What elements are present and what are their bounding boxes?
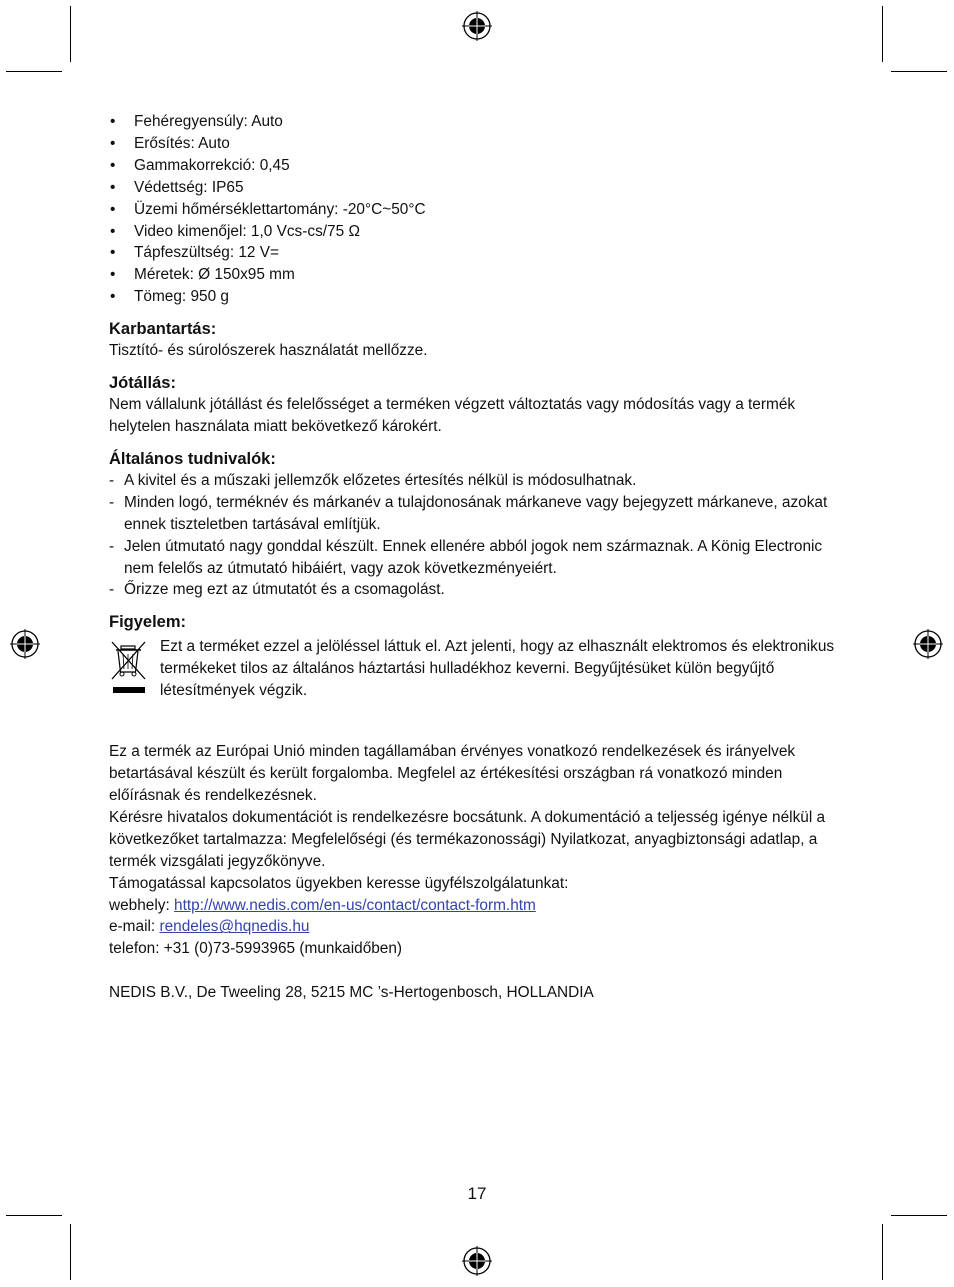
spec-item: • Video kimenőjel: 1,0 Vcs-cs/75 Ω: [109, 221, 854, 243]
crop-mark-top-right-horizontal: [891, 71, 947, 72]
phone-line: telefon: +31 (0)73-5993965 (munkaidőben): [109, 940, 403, 958]
crop-mark-top-left-horizontal: [6, 71, 62, 72]
maintenance-heading: Karbantartás:: [109, 320, 217, 339]
spec-item: • Erősítés: Auto: [109, 133, 854, 155]
warranty-section: [109, 372, 854, 438]
spec-item: • Gammakorrekció: 0,45: [109, 155, 854, 177]
registration-mark-top-icon: [462, 11, 492, 41]
general-item: - Őrizze meg ezt az útmutatót és a csomagolást.: [109, 579, 854, 601]
warranty-heading: Jótállás:: [109, 374, 176, 393]
email-link[interactable]: rendeles@hqnedis.hu: [159, 918, 310, 936]
crop-mark-top-right-vertical: [882, 6, 883, 62]
spec-item: • Fehéregyensúly: Auto: [109, 111, 854, 133]
email-label: e-mail:: [109, 918, 160, 936]
email-line: [109, 916, 854, 938]
registration-mark-left-icon: [10, 629, 40, 659]
crop-mark-bottom-right-horizontal: [891, 1215, 947, 1216]
general-item: - Jelen útmutató nagy gonddal készült. Ennek ellenére abból jogok nem származnak. A König Electronic nem felelős az útmutató hibáiért, vagy azok következményeiért.: [109, 536, 854, 580]
eu-paragraph: Ez a termék az Európai Unió minden tagállamában érvényes vonatkozó rendelkezések és irányelvek betartásával készült és került forgalomba. Megfelel az értékesítési országban rá vonatkozó minden előírásnak és rendelkezésnek.: [109, 743, 796, 805]
warranty-text: Nem vállalunk jótállást és felelősséget a terméken végzett változtatás vagy módosítás vagy a termék helytelen használata miatt bekövetkező károkért.: [109, 396, 796, 435]
spec-item: • Tápfeszültség: 12 V=: [109, 242, 854, 264]
spec-item: • Méretek: Ø 150x95 mm: [109, 264, 854, 286]
spec-item: • Tömeg: 950 g: [109, 286, 854, 308]
crop-mark-bottom-right-vertical: [882, 1224, 883, 1280]
maintenance-text: Tisztító- és súrolószerek használatát mellőzze.: [109, 342, 428, 360]
crop-mark-top-left-vertical: [70, 6, 71, 62]
spec-item: • Üzemi hőmérséklettartomány: -20°C~50°C: [109, 199, 854, 221]
spec-item: • Védettség: IP65: [109, 177, 854, 199]
maintenance-section: [109, 318, 854, 362]
crop-mark-bottom-left-horizontal: [6, 1215, 62, 1216]
weee-text: Ezt a terméket ezzel a jelöléssel láttuk el. Azt jelenti, hogy az elhasznált elektromos és elektronikus termékeket tilos az általános háztartási hulladékhoz keverni. Begyűjtésüket külön begyűjtő létesítmények végzik.: [160, 638, 835, 700]
general-item: - A kivitel és a műszaki jellemzők előzetes értesítés nélkül is módosulhatnak.: [109, 470, 854, 492]
website-label: webhely:: [109, 896, 175, 914]
general-section: [109, 448, 854, 601]
general-heading: Általános tudnivalók:: [109, 449, 276, 468]
attention-heading: Figyelem:: [109, 613, 187, 632]
page-number: 17: [467, 1184, 487, 1203]
documentation-paragraph: Kérésre hivatalos dokumentációt is rendelkezésre bocsátunk. A dokumentáció a teljesség igénye nélkül a következőket tartalmazza: Megfelelőségi (és termékazonossági) Nyilatkozat, anyagbiztonsági adatlap, a termék vizsgálati jegyzőkönyve.: [109, 808, 826, 870]
weee-notice: [109, 636, 854, 707]
website-link[interactable]: http://www.nedis.com/en-us/contact/contact-form.htm: [174, 896, 536, 914]
registration-mark-right-icon: [913, 629, 943, 659]
crop-mark-bottom-left-vertical: [70, 1224, 71, 1280]
company-address: NEDIS B.V., De Tweeling 28, 5215 MC ’s-Hertogenbosch, HOLLANDIA: [109, 984, 594, 1002]
general-list: [109, 470, 854, 601]
attention-section: [109, 611, 854, 707]
support-intro: Támogatással kapcsolatos ügyekben keresse ügyfélszolgálatunkat:: [109, 874, 569, 892]
weee-crossed-bin-icon: [109, 636, 151, 707]
eu-compliance-section: [109, 741, 854, 960]
website-line: [109, 895, 854, 917]
spec-list: [109, 111, 854, 308]
registration-mark-bottom-icon: [462, 1246, 492, 1276]
page-content: [109, 111, 854, 1004]
general-item: - Minden logó, terméknév és márkanév a tulajdonosának márkaneve vagy bejegyzett márkaneve, azokat ennek tiszteletben tartásával említjük.: [109, 492, 854, 536]
